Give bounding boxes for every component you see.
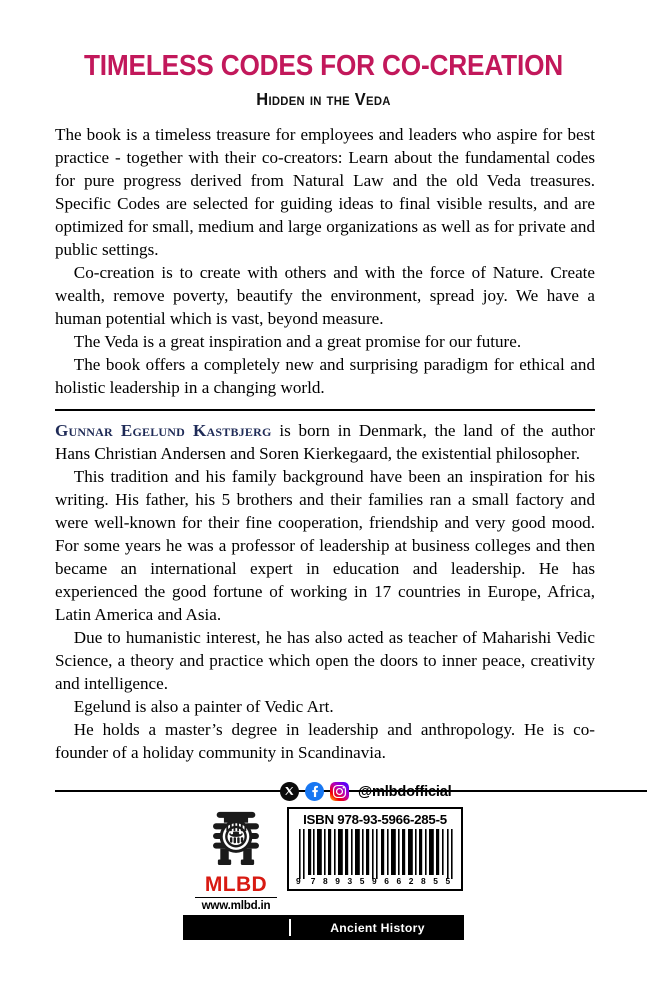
bio-paragraph: Due to humanistic interest, he has also acted as teacher of Maharishi Vedic Science, a theory and practice which open the doors to inner peace, creativity and intelligence. — [55, 627, 595, 693]
isbn-barcode-block — [287, 807, 463, 891]
instagram-icon[interactable] — [330, 782, 349, 801]
barcode-lead-digit: 9 — [296, 876, 301, 886]
barcode-digit-group-right — [381, 876, 455, 886]
description-paragraph: The book offers a completely new and surprising paradigm for ethical and holistic leadership in a changing world. — [55, 354, 595, 397]
barcode-digit: 5 — [445, 876, 451, 886]
barcode-digit: 9 — [372, 876, 377, 886]
facebook-icon[interactable] — [305, 782, 324, 801]
bio-paragraph: Egelund is also a painter of Vedic Art. — [73, 696, 334, 716]
barcode-digit: 5 — [433, 876, 438, 886]
social-handle: @mlbdofficial — [358, 783, 452, 800]
barcode-digit: 2 — [408, 876, 414, 886]
publisher-logo-block — [193, 810, 279, 912]
barcode-digit: 8 — [323, 876, 328, 886]
bio-paragraph: This tradition and his family background have been an inspiration for his writing. His father, his 5 brothers and their families ran a small factory and were well-known for their fine cooperation, friendship and very good mood. For some years he was a professor of leadership at business colleges and then became an international expert in education and leadership. He has experienced the good fortune of working in 17 countries in Europe, Africa, Latin America and Asia. — [55, 466, 595, 624]
description-paragraph: The Veda is a great inspiration and a great promise for our future. — [73, 331, 522, 351]
publisher-name: MLBD — [204, 873, 268, 896]
category-bar — [183, 915, 464, 940]
category-label: Ancient History — [330, 920, 425, 935]
barcode-digit: 6 — [396, 876, 402, 886]
barcode-digit: 9 — [335, 876, 340, 886]
page-subtitle: Hidden in the Veda — [256, 88, 391, 109]
barcode-digit-group-left — [307, 876, 381, 886]
x-twitter-icon[interactable] — [280, 782, 299, 801]
author-biography — [55, 420, 595, 765]
barcode-digit: 8 — [421, 876, 426, 886]
barcode-digit: 6 — [384, 876, 389, 886]
barcode-digit: 7 — [310, 876, 316, 886]
social-media-row — [280, 782, 452, 801]
page-title: TIMELESS CODES FOR CO-CREATION — [83, 50, 564, 82]
description-paragraph: Co-creation is to create with others and with the force of Nature. Create wealth, remove poverty, beautify the environment, spread joy. We have a human potential which is vast, beyond measure. — [55, 262, 595, 328]
barcode — [296, 829, 454, 885]
bio-first-rest: is born in Denmark, the land of the author Hans Christian Andersen and Soren Kierkegaard, the existential philosopher. — [55, 420, 595, 463]
title-block — [0, 0, 647, 110]
barcode-digit: 3 — [347, 876, 353, 886]
publisher-website[interactable]: www.mlbd.in — [195, 897, 277, 912]
bio-paragraph-first — [55, 420, 595, 466]
isbn-number: ISBN 978-93-5966-285-5 — [303, 812, 447, 827]
barcode-digit: 5 — [359, 876, 365, 886]
book-description — [55, 124, 595, 400]
barcode-digits — [296, 876, 454, 886]
author-name: Gunnar Egelund Kastbjerg — [55, 420, 272, 440]
section-divider-top — [55, 409, 595, 411]
bio-paragraph: He holds a master’s degree in leadership and anthropology. He is co-founder of a holiday community in Scandinavia. — [55, 719, 595, 762]
mlbd-emblem-icon — [205, 810, 267, 868]
category-bar-left-blank — [183, 915, 289, 940]
description-paragraph: The book is a timeless treasure for employees and leaders who aspire for best practice - together with their co-creators: Learn about the fundamental codes for pure progress derived from Natural Law and the old Veda treasures. Specific Codes are selected for guiding ideas to final visible results, and are optimized for small, medium and large organizations as well as for private and public settings. — [55, 124, 595, 259]
